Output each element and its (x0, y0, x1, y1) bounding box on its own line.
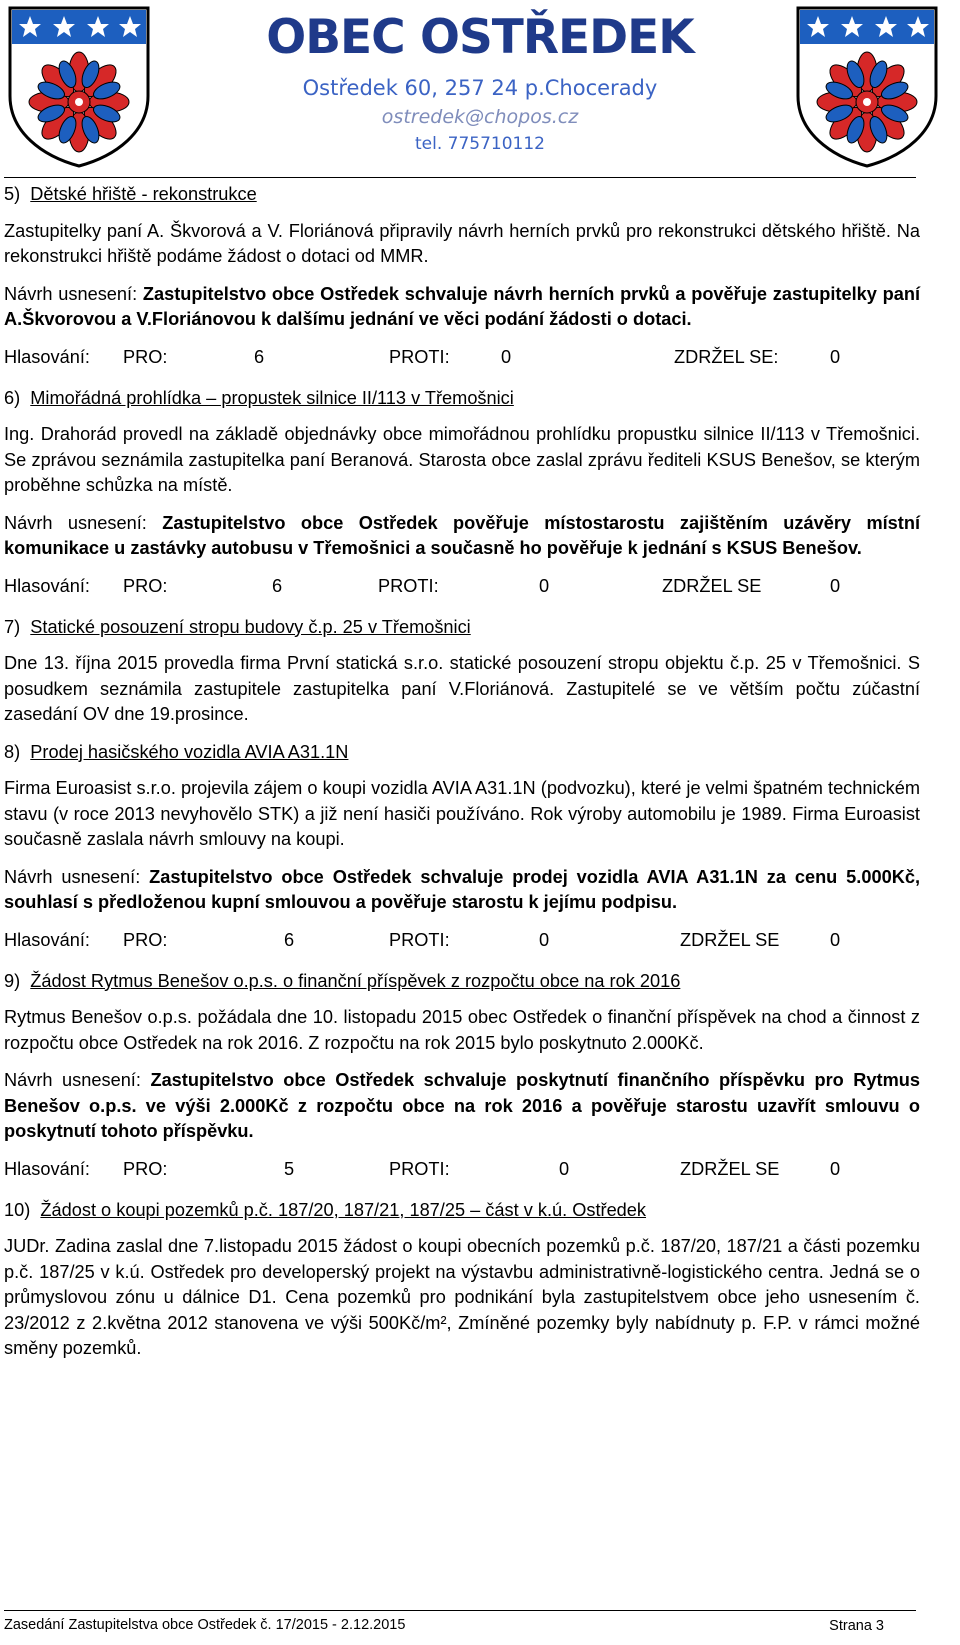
section-paragraph: Firma Euroasist s.r.o. projevila zájem o koupi vozidla AVIA A31.1N (podvozku), které je velmi špatném technickém stavu (v roce 2013 nevyhovělo STK) a již není hasiči používáno. Rok výroby automobilu je 1989. Firma Euroasist současně zaslala návrh smlouvy na koupi. (4, 778, 920, 849)
section-paragraph: Ing. Drahorád provedl na základě objednávky obce mimořádnou prohlídku propustku silnice II/113 v Třemošnici. Se zprávou seznámila zastupitelka paní Beranová. Starosta obce zaslal zprávu řediteli KSUS Benešov, se kterým proběhne schůzka na místě. (4, 424, 920, 495)
village-email[interactable]: ostredek@chopos.cz (381, 106, 579, 128)
page-footer (4, 1610, 916, 1633)
resolution-proposal: Návrh usnesení: Zastupitelstvo obce Ostředek schvaluje prodej vozidla AVIA A31.1N za cenu 5.000Kč, souhlasí s předloženou kupní smlouvou a pověřuje starostu k jejímu podpisu. (4, 866, 920, 912)
section-title: Žádost o koupi pozemků p.č. 187/20, 187/21, 187/25 – část v k.ú. Ostředek (40, 1199, 647, 1220)
section-heading: 6) Mimořádná prohlídka – propustek silnice II/113 v Třemošnici (4, 387, 514, 408)
page-number: Strana 3 (829, 1618, 884, 1634)
vote-row: Hlasování: PRO: 6 PROTI: 0 ZDRŽEL SE 0 (4, 929, 841, 950)
section-heading: 5) Dětské hřiště - rekonstrukce (4, 184, 257, 204)
minutes-body (4, 182, 920, 1374)
village-address: Ostředek 60, 257 24 p.Chocerady (302, 76, 658, 100)
coat-of-arms-right-icon (792, 4, 942, 170)
header-divider (4, 177, 916, 178)
section-paragraph: Rytmus Benešov o.p.s. požádala dne 10. listopadu 2015 obec Ostředek o finanční příspěvek na chod a činnost z rozpočtu obce Ostředek na rok 2016. Z rozpočtu na rok 2015 bylo poskytnuto 2.000Kč. (4, 1007, 920, 1053)
section-heading: 8) Prodej hasičského vozidla AVIA A31.1N (4, 741, 349, 762)
village-phone: tel. 775710112 (415, 134, 545, 154)
section-heading: 7) Statické posouzení stropu budovy č.p. 25 v Třemošnici (4, 616, 471, 637)
vote-row: Hlasování: PRO: 6 PROTI: 0 ZDRŽEL SE: 0 (4, 346, 841, 367)
vote-row: Hlasování: PRO: 5 PROTI: 0 ZDRŽEL SE 0 (4, 1158, 841, 1179)
section-paragraph: Zastupitelky paní A. Škvorová a V. Floriánová připravily návrh herních prvků pro rekonstrukci dětského hřiště. Na rekonstrukci hřiště podáme žádost o dotaci od MMR. (4, 220, 920, 266)
resolution-proposal: Návrh usnesení: Zastupitelstvo obce Ostředek pověřuje místostarostu zajištěním uzávěry místní komunikace u zastávky autobusu v Třemošnici a současně ho pověřuje k jednání s KSUS Benešov. (4, 512, 920, 558)
vote-row: Hlasování: PRO: 6 PROTI: 0 ZDRŽEL SE 0 (4, 575, 841, 596)
section-heading: 9) Žádost Rytmus Benešov o.p.s. o finanční příspěvek z rozpočtu obce na rok 2016 (4, 970, 681, 991)
section-title: Dětské hřiště - rekonstrukce (30, 184, 257, 204)
coat-of-arms-left-icon (4, 4, 154, 170)
section-title: Žádost Rytmus Benešov o.p.s. o finanční příspěvek z rozpočtu obce na rok 2016 (30, 970, 681, 991)
section-heading: 10) Žádost o koupi pozemků p.č. 187/20, 187/21, 187/25 – část v k.ú. Ostředek (4, 1199, 647, 1220)
resolution-proposal: Návrh usnesení: Zastupitelstvo obce Ostředek schvaluje návrh herních prvků a pověřuje zastupitelky paní A.Škvorovou a V.Floriánovou k dalšímu jednání ve věci podání žádosti o dotaci. (4, 283, 920, 329)
resolution-proposal: Návrh usnesení: Zastupitelstvo obce Ostředek schvaluje poskytnutí finančního příspěvku pro Rytmus Benešov o.p.s. ve výši 2.000Kč z rozpočtu obce na rok 2016 a pověřuje starostu uzavřít smlouvu o poskytnutí tohoto příspěvku. (4, 1070, 920, 1141)
footer-divider (4, 1610, 916, 1611)
section-title: Mimořádná prohlídka – propustek silnice II/113 v Třemošnici (30, 387, 514, 408)
section-paragraph: Dne 13. října 2015 provedla firma První statická s.r.o. statické posouzení stropu objektu č.p. 25 v Třemošnici. S posudkem seznámila zastupitele zastupitelka paní V.Floriánová. Zastupitelé se ve větším počtu zúčastní zasedání OV dne 19.prosince. (4, 653, 920, 724)
village-title: OBEC OSTŘEDEK (266, 10, 694, 65)
section-title: Statické posouzení stropu budovy č.p. 25 v Třemošnici (30, 616, 471, 637)
footer-meeting-info: Zasedání Zastupitelstva obce Ostředek č. 17/2015 - 2.12.2015 (4, 1617, 406, 1633)
section-paragraph: JUDr. Zadina zaslal dne 7.listopadu 2015 žádost o koupi obecních pozemků p.č. 187/20, 187/21 a části pozemku p.č. 187/25 v k.ú. Ostředek pro developerský projekt na výstavbu administrativně-logistického centra. Jedná se o průmyslovou zónu u dálnice D1. Cena pozemků pro podnikání byla zastupitelstvem obce jeho usnesením č. 23/2012 z 2.května 2012 stanovena ve výši 500Kč/m², Zmíněné pozemky byly nabídnuty p. F.P. v rámci možné směny pozemků. (4, 1236, 920, 1358)
section-title: Prodej hasičského vozidla AVIA A31.1N (30, 741, 349, 762)
